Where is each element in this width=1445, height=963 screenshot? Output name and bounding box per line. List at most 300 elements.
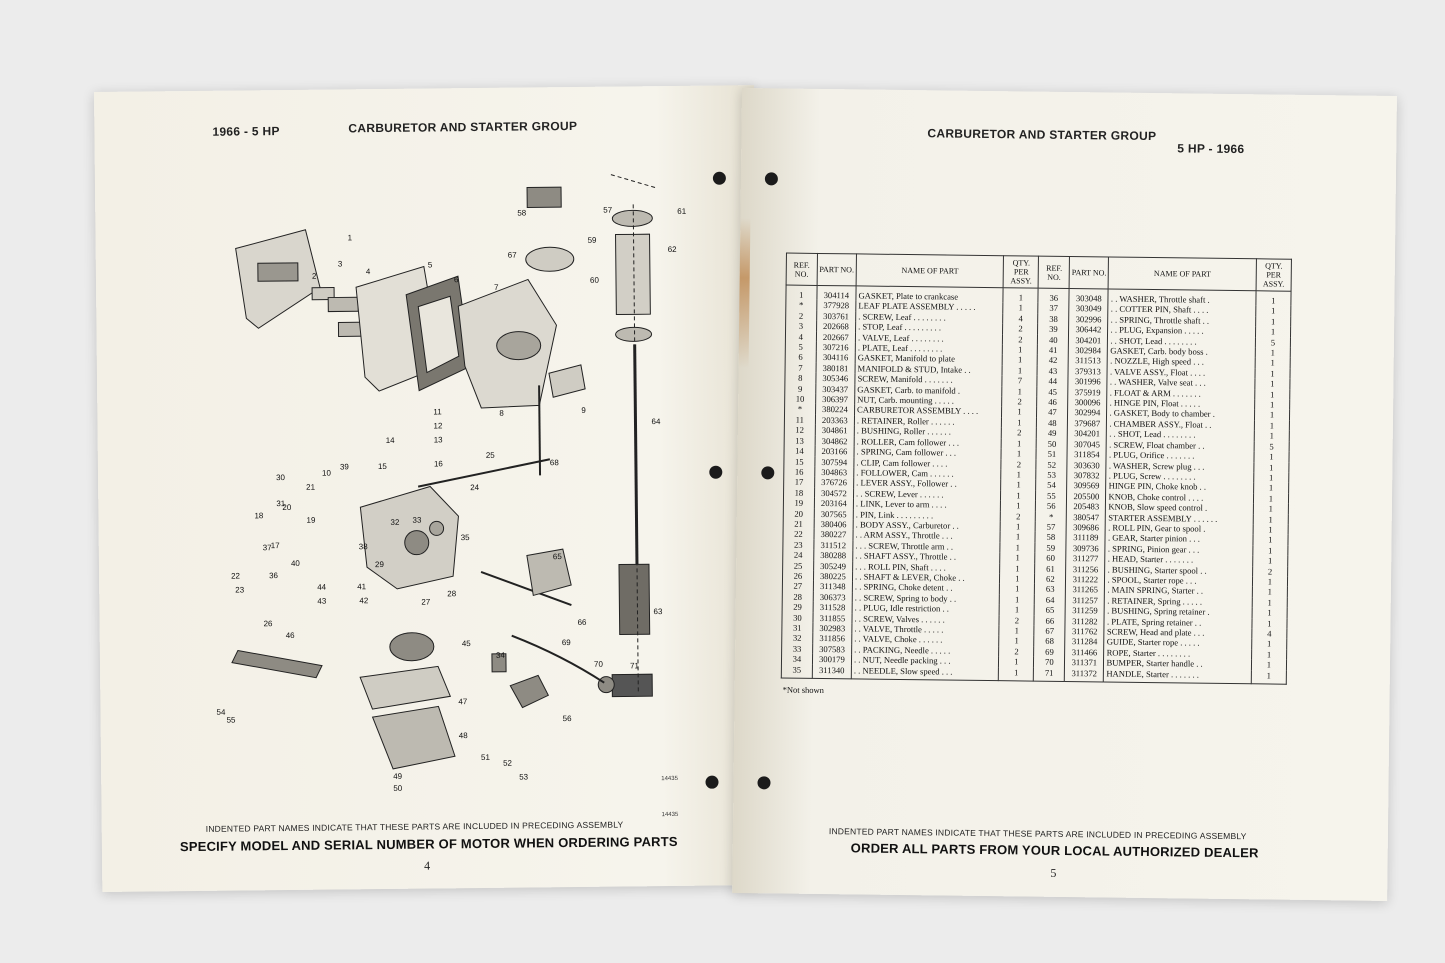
part-no-cell: 311256 bbox=[1066, 564, 1105, 575]
svg-text:34: 34 bbox=[495, 650, 505, 660]
svg-text:45: 45 bbox=[461, 639, 471, 649]
part-name-cell: . . NEEDLE, Slow speed . . . bbox=[851, 665, 999, 681]
svg-text:66: 66 bbox=[577, 617, 587, 627]
ref-no-cell: 3 bbox=[786, 321, 817, 332]
part-name-cell: . . . ROLL PIN, Shaft . . . . bbox=[853, 561, 1001, 573]
qty-cell: 1 bbox=[1252, 639, 1287, 650]
part-no-cell: 311277 bbox=[1066, 553, 1105, 564]
qty-cell: 1 bbox=[1000, 542, 1035, 553]
ref-no-cell: 37 bbox=[1038, 303, 1069, 314]
col-name-2: NAME OF PART bbox=[1109, 257, 1257, 291]
ref-no-cell: 47 bbox=[1037, 407, 1068, 418]
svg-text:32: 32 bbox=[390, 517, 400, 527]
qty-cell: 1 bbox=[1001, 469, 1036, 480]
part-no-cell: 303048 bbox=[1069, 289, 1108, 304]
ref-no-cell: 65 bbox=[1035, 605, 1066, 616]
part-name-cell: . LINK, Lever to arm . . . . bbox=[853, 499, 1001, 511]
part-no-cell: 311855 bbox=[813, 612, 852, 623]
ref-no-cell: 22 bbox=[783, 529, 814, 540]
qty-cell: 1 bbox=[1000, 594, 1035, 605]
qty-cell: 1 bbox=[1001, 500, 1036, 511]
left-footer: SPECIFY MODEL AND SERIAL NUMBER OF MOTOR WHEN ORDERING PARTS bbox=[179, 833, 678, 855]
svg-text:3: 3 bbox=[337, 259, 343, 269]
part-no-cell: 311528 bbox=[813, 602, 852, 613]
svg-text:57: 57 bbox=[603, 205, 613, 215]
svg-text:16: 16 bbox=[433, 459, 443, 469]
part-name-cell: . WASHER, Screw plug . . . bbox=[1106, 460, 1254, 472]
part-name-cell: . ROLLER, Cam follower . . . bbox=[854, 436, 1002, 448]
ref-no-cell: * bbox=[1036, 511, 1067, 522]
qty-cell: 1 bbox=[1255, 368, 1290, 379]
qty-cell: 1 bbox=[1253, 503, 1288, 514]
part-name-cell: . . SPRING, Choke detent . . bbox=[852, 582, 1000, 594]
ref-no-cell: 48 bbox=[1037, 418, 1068, 429]
part-name-cell: . PLUG, Screw . . . . . . . . bbox=[1106, 470, 1254, 482]
part-no-cell: 311854 bbox=[1067, 449, 1106, 460]
qty-cell: 1 bbox=[1002, 365, 1037, 376]
part-no-cell: 302983 bbox=[813, 623, 852, 634]
svg-text:1: 1 bbox=[347, 233, 353, 243]
part-name-cell: . BUSHING, Roller . . . . . . bbox=[854, 426, 1002, 438]
right-header-model: 5 HP - 1966 bbox=[1177, 141, 1245, 157]
part-no-cell: 306442 bbox=[1069, 324, 1108, 335]
ref-no-cell: 5 bbox=[785, 342, 816, 353]
part-no-cell: 307583 bbox=[812, 644, 851, 655]
ref-no-cell: 69 bbox=[1034, 646, 1065, 657]
ref-no-cell: 36 bbox=[1038, 288, 1069, 303]
part-no-cell: 380227 bbox=[814, 529, 853, 540]
svg-text:9: 9 bbox=[581, 405, 586, 415]
qty-cell: 1 bbox=[1254, 483, 1289, 494]
svg-text:31: 31 bbox=[276, 499, 286, 509]
figure-number: 14435 bbox=[661, 775, 678, 783]
svg-text:64: 64 bbox=[651, 417, 661, 427]
part-no-cell: 311348 bbox=[813, 581, 852, 592]
ref-no-cell: 23 bbox=[783, 539, 814, 550]
qty-cell: 1 bbox=[1252, 618, 1287, 629]
binding-stain bbox=[739, 218, 751, 368]
part-name-cell: . VALVE, Leaf . . . . . . . . bbox=[855, 332, 1003, 344]
binder-hole bbox=[709, 466, 722, 479]
part-no-cell: 307565 bbox=[814, 508, 853, 519]
part-name-cell: . . VALVE, Throttle . . . . . bbox=[852, 623, 1000, 635]
qty-cell: 5 bbox=[1255, 337, 1290, 348]
part-name-cell: . PIN, Link . . . . . . . . . bbox=[853, 509, 1001, 521]
part-name-cell: . LEVER ASSY., Follower . . bbox=[854, 478, 1002, 490]
part-no-cell: 311282 bbox=[1065, 616, 1104, 627]
qty-cell: 1 bbox=[1254, 451, 1289, 462]
qty-cell: 1 bbox=[1253, 535, 1288, 546]
svg-text:23: 23 bbox=[235, 585, 245, 595]
qty-cell: 2 bbox=[1253, 566, 1288, 577]
ref-no-cell: 43 bbox=[1037, 365, 1068, 376]
ref-no-cell: 54 bbox=[1036, 480, 1067, 491]
part-name-cell: . PLATE, Leaf . . . . . . . . bbox=[855, 342, 1003, 354]
part-no-cell: 300179 bbox=[812, 654, 851, 665]
qty-cell: 1 bbox=[1252, 576, 1287, 587]
part-name-cell: STARTER ASSEMBLY . . . . . . bbox=[1106, 512, 1254, 524]
part-no-cell: 311372 bbox=[1065, 668, 1104, 682]
ref-no-cell: 17 bbox=[784, 477, 815, 488]
part-name-cell: . BODY ASSY., Carburetor . . bbox=[853, 519, 1001, 531]
ref-no-cell: 46 bbox=[1037, 397, 1068, 408]
part-name-cell: ROPE, Starter . . . . . . . . bbox=[1104, 647, 1252, 659]
ref-no-cell: 12 bbox=[784, 425, 815, 436]
part-name-cell: . . SCREW, Valves . . . . . . bbox=[852, 613, 1000, 625]
qty-cell: 1 bbox=[1001, 490, 1036, 501]
part-no-cell: 311512 bbox=[814, 540, 853, 551]
part-no-cell: 311265 bbox=[1066, 584, 1105, 595]
ref-no-cell: 55 bbox=[1036, 490, 1067, 501]
ref-no-cell: 7 bbox=[785, 362, 816, 373]
part-name-cell: GUIDE, Starter rope . . . . . bbox=[1104, 637, 1252, 649]
part-name-cell: SCREW, Manifold . . . . . . . bbox=[855, 374, 1003, 386]
ref-no-cell: 33 bbox=[782, 643, 813, 654]
part-no-cell: 305249 bbox=[813, 560, 852, 571]
part-name-cell: GASKET, Plate to crankcase bbox=[856, 286, 1004, 303]
svg-text:38: 38 bbox=[358, 542, 368, 552]
part-name-cell: . BUSHING, Spring retainer . bbox=[1105, 606, 1253, 618]
part-no-cell: 377928 bbox=[817, 300, 856, 311]
part-no-cell: 205483 bbox=[1067, 501, 1106, 512]
part-no-cell: 311513 bbox=[1068, 355, 1107, 366]
svg-text:19: 19 bbox=[306, 515, 316, 525]
qty-cell: 1 bbox=[1252, 587, 1287, 598]
svg-text:43: 43 bbox=[317, 596, 327, 606]
left-page-number: 4 bbox=[424, 858, 431, 873]
ref-no-cell: 31 bbox=[782, 623, 813, 634]
part-no-cell: 309736 bbox=[1066, 543, 1105, 554]
not-shown-note: *Not shown bbox=[782, 684, 825, 696]
part-name-cell: . HINGE PIN, Float . . . . . bbox=[1107, 398, 1255, 410]
qty-cell: 1 bbox=[1255, 358, 1290, 369]
col-part-no: PART NO. bbox=[817, 253, 857, 285]
part-no-cell: 302996 bbox=[1069, 314, 1108, 325]
svg-text:54: 54 bbox=[216, 707, 226, 717]
part-name-cell: KNOB, Choke control . . . . bbox=[1106, 491, 1254, 503]
svg-text:27: 27 bbox=[421, 597, 431, 607]
svg-text:7: 7 bbox=[494, 282, 499, 292]
ref-no-cell: 56 bbox=[1036, 501, 1067, 512]
part-name-cell: . . ARM ASSY., Throttle . . . bbox=[853, 530, 1001, 542]
right-footer: ORDER ALL PARTS FROM YOUR LOCAL AUTHORIZED DEALER bbox=[850, 840, 1259, 861]
parts-table bbox=[781, 253, 1292, 685]
part-no-cell: 300096 bbox=[1068, 397, 1107, 408]
qty-cell: 1 bbox=[1253, 545, 1288, 556]
left-header-title: CARBURETOR AND STARTER GROUP bbox=[348, 118, 578, 136]
part-name-cell: KNOB, Slow speed control . bbox=[1106, 502, 1254, 514]
ref-no-cell: 15 bbox=[784, 456, 815, 467]
svg-text:51: 51 bbox=[480, 752, 490, 762]
qty-cell: 1 bbox=[999, 636, 1034, 647]
part-no-cell: 203164 bbox=[814, 498, 853, 509]
left-indent-note: INDENTED PART NAMES INDICATE THAT THESE PARTS ARE INCLUDED IN PRECEDING ASSEMBLY bbox=[205, 819, 624, 834]
part-name-cell: NUT, Carb. mounting . . . . . bbox=[855, 394, 1003, 406]
ref-no-cell: 32 bbox=[782, 633, 813, 644]
part-name-cell: SCREW, Head and plate . . . bbox=[1104, 626, 1252, 638]
svg-text:47: 47 bbox=[458, 697, 468, 707]
svg-text:20: 20 bbox=[282, 502, 292, 513]
ref-no-cell: 49 bbox=[1037, 428, 1068, 439]
svg-text:48: 48 bbox=[458, 731, 468, 741]
part-no-cell: 380181 bbox=[816, 363, 855, 374]
part-no-cell: 307045 bbox=[1067, 439, 1106, 450]
part-no-cell: 311371 bbox=[1065, 657, 1104, 668]
part-no-cell: 306373 bbox=[813, 592, 852, 603]
ref-no-cell: 13 bbox=[784, 435, 815, 446]
qty-cell: 1 bbox=[1000, 552, 1035, 563]
ref-no-cell: 67 bbox=[1034, 626, 1065, 637]
qty-cell: 1 bbox=[999, 667, 1034, 681]
part-name-cell: . FLOAT & ARM . . . . . . . bbox=[1107, 387, 1255, 399]
ref-no-cell: 60 bbox=[1035, 553, 1066, 564]
svg-text:52: 52 bbox=[503, 758, 513, 768]
qty-cell: 1 bbox=[1254, 431, 1289, 442]
part-name-cell: . . SCREW, Lever . . . . . . bbox=[854, 488, 1002, 500]
right-header-title: CARBURETOR AND STARTER GROUP bbox=[927, 126, 1157, 144]
qty-cell: 1 bbox=[1256, 306, 1291, 317]
qty-cell: 1 bbox=[1003, 344, 1038, 355]
svg-text:11: 11 bbox=[433, 407, 442, 417]
ref-no-cell: 25 bbox=[783, 560, 814, 571]
part-no-cell: 301996 bbox=[1068, 376, 1107, 387]
qty-cell: 1 bbox=[1254, 420, 1289, 431]
col-qty: QTY. PER ASSY. bbox=[1004, 256, 1039, 288]
qty-cell: 1 bbox=[1000, 563, 1035, 574]
part-name-cell: GASKET, Manifold to plate bbox=[855, 353, 1003, 365]
ref-no-cell: 35 bbox=[781, 664, 812, 678]
qty-cell: 4 bbox=[1252, 628, 1287, 639]
ref-no-cell: 27 bbox=[782, 581, 813, 592]
part-name-cell: GASKET, Carb. body boss . bbox=[1108, 346, 1256, 358]
svg-text:15: 15 bbox=[377, 461, 387, 472]
part-no-cell: 304862 bbox=[815, 436, 854, 447]
parts-table-body bbox=[781, 285, 1291, 684]
svg-text:67: 67 bbox=[507, 250, 517, 260]
ref-no-cell: 40 bbox=[1038, 334, 1069, 345]
part-no-cell: 380225 bbox=[813, 571, 852, 582]
part-name-cell: . . SCREW, Spring to body . . bbox=[852, 592, 1000, 604]
part-name-cell: CARBURETOR ASSEMBLY . . . . bbox=[855, 405, 1003, 417]
binder-hole bbox=[713, 172, 726, 185]
svg-text:40: 40 bbox=[290, 558, 300, 568]
svg-text:10: 10 bbox=[321, 468, 331, 478]
part-name-cell: GASKET, Carb. to manifold . bbox=[855, 384, 1003, 396]
svg-text:68: 68 bbox=[549, 458, 559, 468]
ref-no-cell: 29 bbox=[782, 602, 813, 613]
qty-cell: 1 bbox=[1252, 607, 1287, 618]
svg-text:33: 33 bbox=[412, 515, 422, 525]
ref-no-cell: 16 bbox=[784, 466, 815, 477]
part-name-cell: . GEAR, Starter pinion . . . bbox=[1105, 533, 1253, 545]
ref-no-cell: 11 bbox=[784, 414, 815, 425]
binder-hole bbox=[705, 776, 718, 789]
part-name-cell: . . SHOT, Lead . . . . . . . . bbox=[1108, 335, 1256, 347]
binder-hole bbox=[761, 466, 774, 479]
binder-hole bbox=[757, 776, 770, 789]
ref-no-cell: 1 bbox=[786, 285, 817, 300]
svg-text:14: 14 bbox=[385, 435, 395, 445]
qty-cell: 1 bbox=[1000, 573, 1035, 584]
part-no-cell: 311466 bbox=[1065, 647, 1104, 658]
svg-text:58: 58 bbox=[517, 208, 527, 218]
qty-cell: 1 bbox=[1001, 448, 1036, 459]
part-no-cell: 205500 bbox=[1067, 491, 1106, 502]
part-name-cell: . VALVE ASSY., Float . . . . bbox=[1107, 366, 1255, 378]
qty-cell: 2 bbox=[1002, 396, 1037, 407]
part-name-cell: HANDLE, Starter . . . . . . . bbox=[1104, 668, 1252, 684]
binder-hole bbox=[765, 172, 778, 185]
svg-text:63: 63 bbox=[653, 607, 663, 617]
part-no-cell: 306397 bbox=[815, 394, 854, 405]
ref-no-cell: 9 bbox=[785, 383, 816, 394]
part-name-cell: . NOZZLE, High speed . . . bbox=[1108, 356, 1256, 368]
svg-text:37: 37 bbox=[262, 543, 272, 553]
part-no-cell: 309569 bbox=[1067, 480, 1106, 491]
part-name-cell: MANIFOLD & STUD, Intake . . bbox=[855, 363, 1003, 375]
ref-no-cell: 64 bbox=[1035, 594, 1066, 605]
ref-no-cell: 6 bbox=[785, 352, 816, 363]
svg-text:71: 71 bbox=[629, 661, 639, 671]
svg-text:18: 18 bbox=[254, 511, 264, 521]
ref-no-cell: 42 bbox=[1038, 355, 1069, 366]
svg-text:49: 49 bbox=[393, 771, 403, 781]
col-name: NAME OF PART bbox=[856, 254, 1004, 288]
qty-cell: 1 bbox=[1251, 659, 1286, 670]
svg-text:39: 39 bbox=[339, 462, 349, 472]
part-no-cell: 304114 bbox=[817, 285, 856, 300]
part-no-cell: 379313 bbox=[1068, 366, 1107, 377]
svg-text:13: 13 bbox=[433, 435, 443, 445]
qty-cell: 1 bbox=[1001, 480, 1036, 491]
part-no-cell: 380406 bbox=[814, 519, 853, 530]
ref-no-cell: 21 bbox=[783, 518, 814, 529]
part-no-cell: 302994 bbox=[1068, 407, 1107, 418]
right-indent-note: INDENTED PART NAMES INDICATE THAT THESE PARTS ARE INCLUDED IN PRECEDING ASSEMBLY bbox=[828, 826, 1247, 842]
ref-no-cell: 18 bbox=[783, 487, 814, 498]
part-no-cell: 305346 bbox=[816, 373, 855, 384]
svg-text:4: 4 bbox=[365, 267, 371, 277]
ref-no-cell: 19 bbox=[783, 498, 814, 509]
part-no-cell: 304572 bbox=[814, 488, 853, 499]
part-name-cell: . . SPRING, Throttle shaft . . bbox=[1108, 314, 1256, 326]
ref-no-cell: 20 bbox=[783, 508, 814, 519]
part-name-cell: . . PACKING, Needle . . . . . bbox=[852, 644, 1000, 656]
svg-text:46: 46 bbox=[285, 630, 295, 641]
ref-no-cell: 39 bbox=[1038, 324, 1069, 335]
part-name-cell: . CLIP, Cam follower . . . . bbox=[854, 457, 1002, 469]
svg-text:28: 28 bbox=[447, 589, 457, 599]
part-name-cell: . . NUT, Needle packing . . . bbox=[851, 655, 999, 667]
svg-text:17: 17 bbox=[270, 541, 280, 551]
part-name-cell: . FOLLOWER, Cam . . . . . . bbox=[854, 467, 1002, 479]
svg-text:30: 30 bbox=[276, 473, 286, 483]
ref-no-cell: 38 bbox=[1038, 313, 1069, 324]
ref-no-cell: 34 bbox=[781, 654, 812, 665]
ref-no-cell: 63 bbox=[1035, 584, 1066, 595]
part-name-cell: . CHAMBER ASSY., Float . . bbox=[1107, 418, 1255, 430]
qty-cell: 1 bbox=[1254, 410, 1289, 421]
svg-text:5: 5 bbox=[427, 260, 433, 270]
col-part-no-2: PART NO. bbox=[1069, 257, 1109, 289]
part-no-cell: 304201 bbox=[1069, 335, 1108, 346]
part-no-cell: 309686 bbox=[1066, 522, 1105, 533]
svg-text:35: 35 bbox=[460, 533, 470, 543]
part-no-cell: 307832 bbox=[1067, 470, 1106, 481]
part-name-cell: . PLATE, Spring retainer . . bbox=[1104, 616, 1252, 628]
qty-cell: 1 bbox=[1000, 604, 1035, 615]
qty-cell: 1 bbox=[1255, 379, 1290, 390]
part-no-cell: 376726 bbox=[814, 477, 853, 488]
svg-text:53: 53 bbox=[519, 772, 529, 782]
ref-no-cell: * bbox=[785, 404, 816, 415]
part-name-cell: . RETAINER, Spring . . . . . bbox=[1105, 595, 1253, 607]
part-name-cell: . RETAINER, Roller . . . . . . bbox=[854, 415, 1002, 427]
svg-text:21: 21 bbox=[306, 482, 316, 492]
svg-text:8: 8 bbox=[499, 408, 504, 418]
qty-cell: 1 bbox=[999, 656, 1034, 667]
qty-cell: 1 bbox=[1003, 303, 1038, 314]
part-no-cell: 375919 bbox=[1068, 387, 1107, 398]
right-page-number: 5 bbox=[1050, 865, 1057, 880]
qty-cell: 1 bbox=[1251, 649, 1286, 660]
svg-text:60: 60 bbox=[589, 275, 599, 285]
part-name-cell: BUMPER, Starter handle . . bbox=[1104, 658, 1252, 670]
qty-cell: 1 bbox=[1256, 291, 1291, 306]
part-no-cell: 311340 bbox=[812, 665, 851, 679]
qty-cell: 1 bbox=[1254, 462, 1289, 473]
part-name-cell: . . SHAFT & LEVER, Choke . . bbox=[852, 571, 1000, 583]
ref-no-cell: 57 bbox=[1036, 522, 1067, 533]
part-no-cell: 202667 bbox=[816, 332, 855, 343]
part-name-cell: . . WASHER, Valve seat . . . bbox=[1107, 377, 1255, 389]
part-no-cell: 203166 bbox=[815, 446, 854, 457]
qty-cell: 1 bbox=[1001, 521, 1036, 532]
part-no-cell: 380224 bbox=[815, 404, 854, 415]
ref-no-cell: 44 bbox=[1037, 376, 1068, 387]
qty-cell: 1 bbox=[1003, 355, 1038, 366]
qty-cell: 1 bbox=[1003, 288, 1038, 303]
svg-text:50: 50 bbox=[393, 783, 403, 793]
part-no-cell: 311222 bbox=[1066, 574, 1105, 585]
qty-cell: 1 bbox=[1253, 493, 1288, 504]
part-name-cell: . . SHAFT ASSY., Throttle . . bbox=[853, 551, 1001, 563]
svg-text:56: 56 bbox=[562, 714, 572, 724]
ref-no-cell: 59 bbox=[1035, 542, 1066, 553]
ref-no-cell: 10 bbox=[785, 394, 816, 405]
svg-text:69: 69 bbox=[561, 638, 571, 648]
qty-cell: 1 bbox=[1253, 514, 1288, 525]
svg-text:36: 36 bbox=[269, 571, 279, 581]
part-no-cell: 303761 bbox=[816, 311, 855, 322]
part-name-cell: . . SHOT, Lead . . . . . . . . bbox=[1107, 429, 1255, 441]
part-no-cell: 203363 bbox=[815, 415, 854, 426]
svg-text:2: 2 bbox=[311, 271, 317, 281]
part-name-cell: . SPOOL, Starter rope . . . bbox=[1105, 574, 1253, 586]
qty-cell: 2 bbox=[1001, 511, 1036, 522]
qty-cell: 2 bbox=[1003, 334, 1038, 345]
qty-cell: 1 bbox=[1002, 417, 1037, 428]
ref-no-cell: 14 bbox=[784, 446, 815, 457]
svg-text:70: 70 bbox=[593, 659, 603, 669]
qty-cell: 5 bbox=[1254, 441, 1289, 452]
part-no-cell: 307216 bbox=[816, 342, 855, 353]
svg-text:55: 55 bbox=[226, 715, 236, 725]
qty-cell: 1 bbox=[1255, 327, 1290, 338]
ref-no-cell: * bbox=[786, 300, 817, 311]
qty-cell: 1 bbox=[1253, 555, 1288, 566]
part-name-cell: . . . SCREW, Throttle arm . . bbox=[853, 540, 1001, 552]
